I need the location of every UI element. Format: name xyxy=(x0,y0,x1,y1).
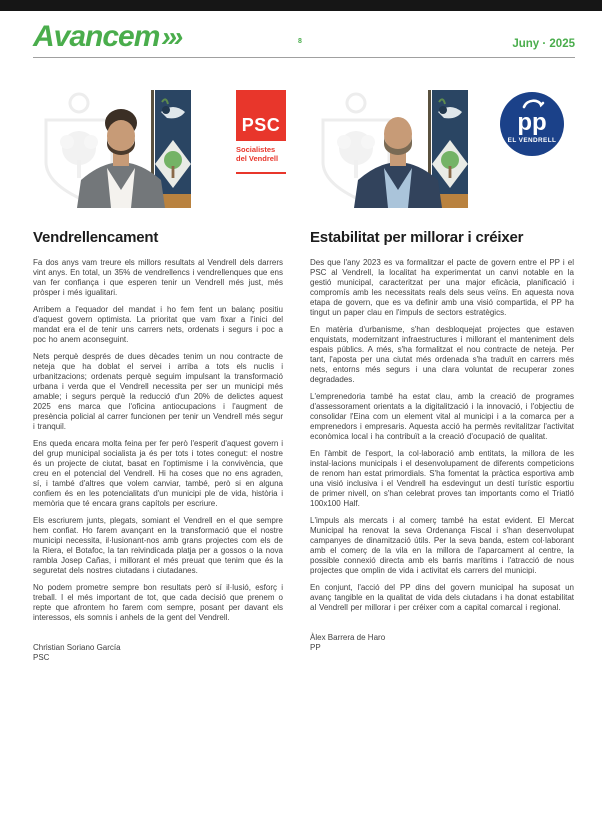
article-headline: Vendrellencament xyxy=(33,229,159,246)
paragraph: L'emprenedoria també ha estat clau, amb la creació de programes d'assessorament orientats a la digitalització i la innovació, i l'objectiu de consolidar l'Eina com un element vital al municipi i a la comarca per a emprenedors i empresaris. Aquesta acció ha permès revitalitzar l'activitat econòmica local i ha contribuït a la creació d'ocupació de qualitat. xyxy=(310,392,574,441)
psc-logo-square xyxy=(236,90,286,141)
paragraph: En conjunt, l'acció del PP dins del govern municipal ha suposat un avanç tangible en la qualitat de vida dels ciutadans i ha donat estabilitat al Vendrell per millorar i per créixer com a capital comarcal i regional. xyxy=(310,583,574,612)
paragraph: L'impuls als mercats i al comerç també ha estat evident. El Mercat Municipal ha renovat la seva Ordenança Fiscal i s'han desenvolupat campanyes de dinamització útils. Per la seva banda, estem col·laborant amb el comerç de la vila en la millora de l'aparcament al centre, la possible connexió directa amb els barris marítims i l'atracció de nous projectes que omplin de vida i activitat els carrers del municipi. xyxy=(310,516,574,575)
paragraph: En l'àmbit de l'esport, la col·laboració amb entitats, la millora de les instal·lacions municipals i el desenvolupament de diferents competicions de renom han estat primordials. S'ha fomentat la pràctica esportiva amb una visió inclusiva i el Vendrell ha esdevingut un destí turístic esportiu de primer nivell, on s'han celebrat proves tan importants como el Triatló 100x100 Half. xyxy=(310,449,574,508)
article-headline: Estabilitat per millorar i créixer xyxy=(310,229,524,246)
signature-name: Àlex Barrera de Haro xyxy=(310,633,386,642)
issue-date: Juny · 2025 xyxy=(512,38,575,50)
chevrons-icon: ››› xyxy=(161,21,181,52)
header-center-mark: 8 xyxy=(298,38,302,45)
paragraph: Ens queda encara molta feina per fer però l'esperit d'aquest govern i del grup municipal socialista ja és per tots i totes conegut: el nostre és un projecte de ciutat, basat en l'optimisme i la convivència, que creu en el potencial del Vendrell. Hi ha coses que no ens agraden, sí, i també d'altres que volem canviar, també, però si en alguna confiem és en les potencialitats d'un municipi ple de vida, història i memòria que té encara grans capítols per escriure. xyxy=(33,439,283,508)
psc-abbr: PSC xyxy=(241,115,281,135)
signature-block xyxy=(33,643,283,663)
psc-rule xyxy=(236,172,286,174)
portrait-photo-psc xyxy=(33,90,196,208)
signature-block xyxy=(310,633,574,653)
paragraph: Des que l'any 2023 es va formalitzar el pacte de govern entre el PP i el PSC al Vendrell, la localitat ha experimentat un canvi notable en la gestió municipal, caracteritzat per una major eficàcia, planificació i compromís amb les necessitats reals dels seus veïns. En aquesta nova etapa de govern, que es va definir amb una visió compartida, el PP ha tingut un paper clau en l'impuls de sectors estratègics. xyxy=(310,258,574,317)
pp-logo xyxy=(500,92,564,156)
signature-party: PP xyxy=(310,643,321,652)
logo-text: Avancem xyxy=(33,20,160,53)
paragraph: No podem prometre sempre bon resultats però sí il·lusió, esforç i treball. I el més important de tot, que cada decisió que prenem o repte que afrontem ho farem com sempre, posant per davant els interessos, els somnis i anhels de la gent del Vendrell. xyxy=(33,583,283,622)
pp-label: EL VENDRELL xyxy=(507,137,557,144)
psc-subtitle: Socialistes del Vendrell xyxy=(236,145,279,163)
psc-logo xyxy=(236,90,286,174)
article-pp xyxy=(310,229,574,653)
avancem-logo xyxy=(33,20,180,54)
top-black-bar xyxy=(0,0,602,11)
paragraph: Els escriurem junts, plegats, somiant el Vendrell en el que sempre hem confiat. Ho farem avançant en la transformació que el nostre municipi necessita, il·lusionant-nos amb grans projectes com els de la Riera, el Botafoc, la tan reivindicada platja per a gossos o la nova rambla Josep Cañas, i millorant el més preuat que tenim que és la seguretat dels nostres ciutadans i ciutadanes. xyxy=(33,516,283,575)
paragraph: Nets perquè després de dues dècades tenim un nou contracte de neteja que ha doblat el servei i arriba a tots els nuclis i urbanitzacions; ordenats perquè seguim impulsant la transformació urbana i verda que el Vendrell necessita per ser un municipi més amable; i segurs perquè la reducció d'un 20% de delictes aquest 2025 ens marca que l'oficina antiocupacions i l'augment de presència policial al carrer funcionen per tenir un Vendrell més segur i tranquil. xyxy=(33,352,283,431)
signature-name: Christian Soriano García xyxy=(33,643,121,652)
pp-abbr: pp xyxy=(517,109,547,136)
paragraph: Fa dos anys vam treure els millors resultats al Vendrell dels darrers vint anys. En total, un 35% de vendrellencs i vendrellenques que ens van fer confiança i que esperen tenir un Vendrell més just, més pròsper i més igualitari. xyxy=(33,258,283,297)
paragraph: Arribem a l'equador del mandat i ho fem fent un balanç positiu d'aquest govern optimista. La prioritat que vam fixar a l'inici del mandat era el de tenir uns carrers nets, ordenats i segurs i poc a poc ho anem aconseguint. xyxy=(33,305,283,344)
paragraph: En matèria d'urbanisme, s'han desbloquejat projectes que estaven enquistats, modernitzant infraestructures i millorant el manteniment dels espais públics. A més, s'ha formalitzat el nou contracte de neteja. Per tant, l'aposta per una ciutat més ordenada s'ha traduït en carrers més nets, entorns més segurs i una clara voluntat de recuperar zones degradades. xyxy=(310,325,574,384)
portrait-photo-pp xyxy=(310,90,473,208)
header xyxy=(33,11,575,58)
article-psc xyxy=(33,229,283,663)
signature-party: PSC xyxy=(33,653,50,662)
